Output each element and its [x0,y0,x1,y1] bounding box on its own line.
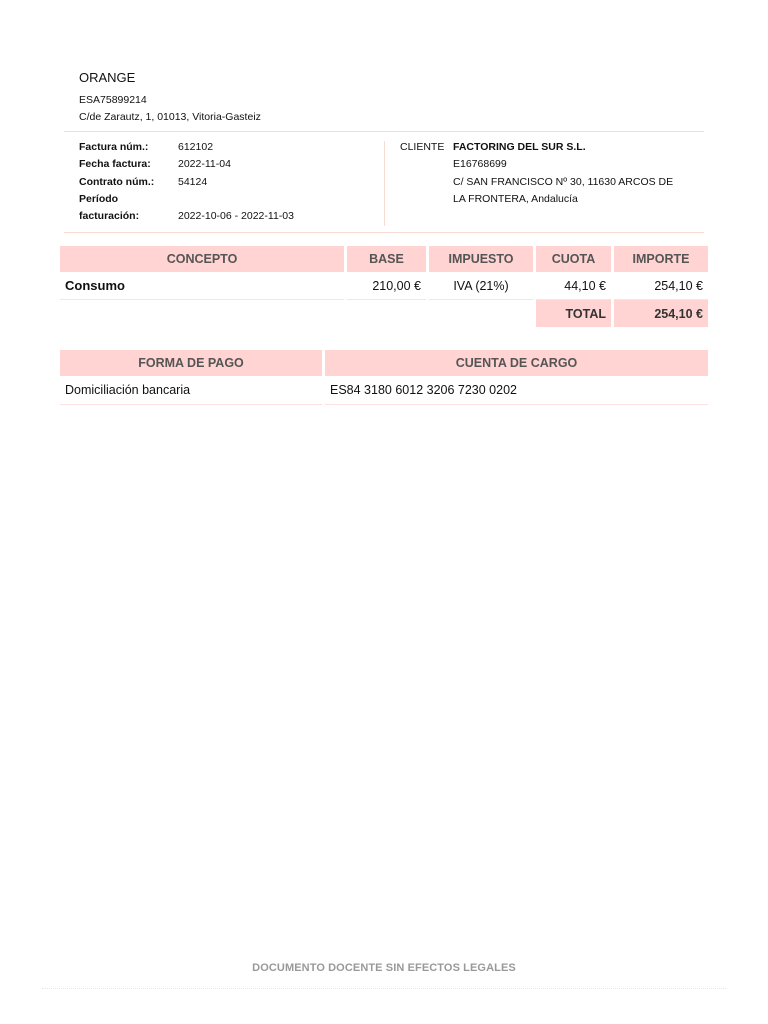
header-concept: CONCEPTO [60,246,344,272]
item-concept: Consumo [60,272,344,300]
invoice-details [79,139,379,225]
contract-number: 54124 [178,175,208,188]
invoice-date: 2022-11-04 [178,158,231,171]
item-fee: 44,10 € [536,272,611,300]
total-amount: 254,10 € [614,300,708,327]
sender-name: ORANGE [79,70,136,85]
footer-divider [42,988,726,989]
items-table [57,246,711,327]
billing-period-row [79,208,379,225]
items-header-row [60,246,708,272]
payment-header-row [60,350,708,376]
total-row [60,300,708,327]
header-payment-method: FORMA DE PAGO [60,350,322,376]
billing-period-label-row [79,191,379,208]
invoice-number-row [79,139,379,156]
header-amount: IMPORTE [614,246,708,272]
item-base: 210,00 € [347,272,426,300]
total-label: TOTAL [536,300,611,327]
invoice-number: 612102 [178,141,214,153]
header-base: BASE [347,246,426,272]
sender-tax-id: ESA75899214 [79,94,147,106]
client-tax-id: E16768699 [453,158,507,171]
header-tax: IMPUESTO [429,246,533,272]
invoice-number-label: Factura núm.: [79,141,149,153]
invoice-info-box [64,131,704,233]
table-row [60,272,708,300]
item-tax: IVA (21%) [429,272,533,300]
invoice-date-label: Fecha factura: [79,158,151,171]
item-amount: 254,10 € [614,272,708,300]
info-divider [384,141,385,226]
billing-period: 2022-10-06 - 2022-11-03 [178,210,294,223]
footer-disclaimer: DOCUMENTO DOCENTE SIN EFECTOS LEGALES [252,962,516,974]
client-address-line-2: LA FRONTERA, Andalucía [453,192,578,205]
sender-address: C/de Zarautz, 1, 01013, Vitoria-Gasteiz [79,111,261,123]
payment-table [57,350,711,405]
client-block [453,139,698,208]
contract-number-row [79,174,379,191]
invoice-date-row [79,156,379,173]
billing-period-label-1: Período [79,192,119,205]
client-address-line-1: C/ SAN FRANCISCO Nº 30, 11630 ARCOS DE [453,175,674,188]
charge-account: ES84 3180 6012 3206 7230 0202 [325,376,708,405]
client-label: CLIENTE [400,141,445,153]
header-fee: CUOTA [536,246,611,272]
billing-period-label-2: facturación: [79,210,140,223]
table-row [60,376,708,405]
header-charge-account: CUENTA DE CARGO [325,350,708,376]
payment-method: Domiciliación bancaria [60,376,322,405]
contract-number-label: Contrato núm.: [79,175,155,188]
sender-block [79,70,261,126]
client-name: FACTORING DEL SUR S.L. [453,141,586,153]
